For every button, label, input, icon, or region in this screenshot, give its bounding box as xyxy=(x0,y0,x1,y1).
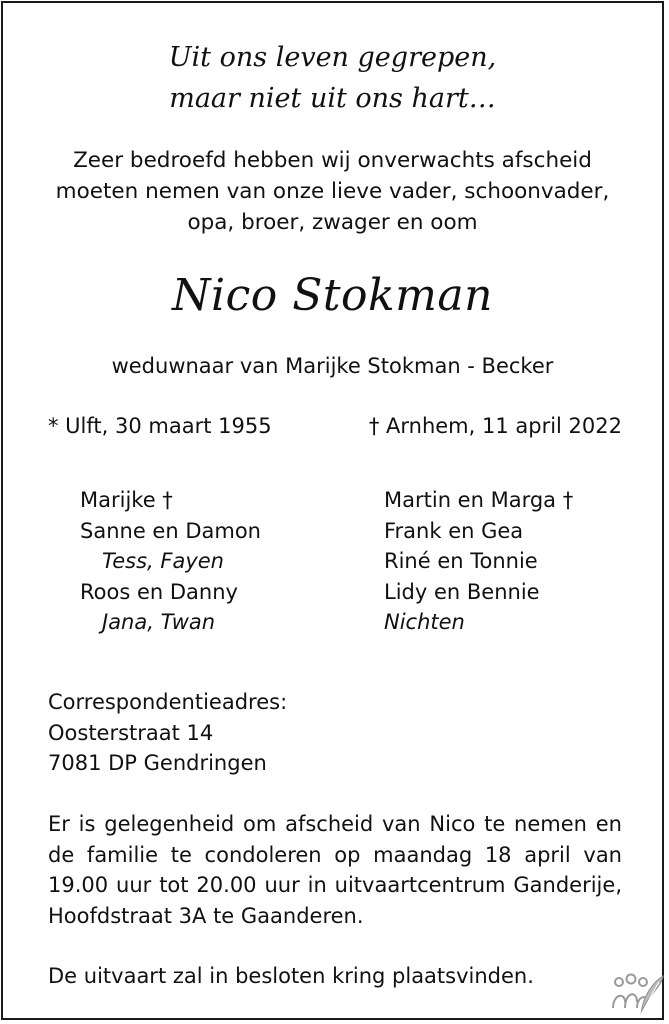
family-member: Sanne en Damon xyxy=(80,518,261,543)
paragraph-line: 19.00 uur tot 20.00 uur in uitvaartcentrum Ganderije, xyxy=(48,873,622,897)
deceased-name: Nico Stokman xyxy=(172,270,493,321)
widower-line: weduwnaar van Marijke Stokman - Becker xyxy=(111,354,554,378)
family-member: Martin en Marga † xyxy=(384,488,574,512)
paragraph-line: Er is gelegenheid om afscheid van Nico te nemen en xyxy=(48,812,622,836)
family-right-column xyxy=(384,485,573,638)
family-member: Marijke † xyxy=(80,488,173,512)
motto-line: maar niet uit ons hart… xyxy=(169,83,496,114)
intro-text xyxy=(3,145,662,238)
intro-line: Zeer bedroefd hebben wij onverwachts afscheid xyxy=(73,148,592,173)
motto-line: Uit ons leven gegrepen, xyxy=(168,42,497,73)
paragraph-line: de familie te condoleren op maandag 18 april van xyxy=(48,842,622,867)
family-member: Lidy en Bennie xyxy=(384,579,540,604)
address-line: 7081 DP Gendringen xyxy=(48,751,267,775)
birth-date: * Ulft, 30 maart 1955 xyxy=(48,414,272,438)
family-member: Riné en Tonnie xyxy=(384,549,538,573)
obituary-card xyxy=(1,1,664,1020)
intro-line: opa, broer, zwager en oom xyxy=(187,210,478,235)
address-line: Correspondentieadres: xyxy=(48,690,288,714)
family-left-column xyxy=(80,485,261,638)
motto xyxy=(3,37,662,119)
grandchildren: Jana, Twan xyxy=(102,610,216,634)
family-member: Roos en Danny xyxy=(80,579,238,604)
address-line: Oosterstraat 14 xyxy=(48,720,214,745)
family-leaf-logo-icon xyxy=(607,968,665,1020)
correspondence-address xyxy=(48,687,287,779)
family-member: Frank en Gea xyxy=(384,518,524,543)
intro-line: moeten nemen van onze lieve vader, schoonvader, xyxy=(55,179,610,204)
family-member: Nichten xyxy=(384,610,465,634)
grandchildren: Tess, Fayen xyxy=(102,549,224,573)
closing-line: De uitvaart zal in besloten kring plaatsvinden. xyxy=(48,964,534,988)
death-date: † Arnhem, 11 april 2022 xyxy=(368,414,622,438)
condolence-paragraph xyxy=(48,809,622,931)
paragraph-line: Hoofdstraat 3A te Gaanderen. xyxy=(48,903,364,928)
